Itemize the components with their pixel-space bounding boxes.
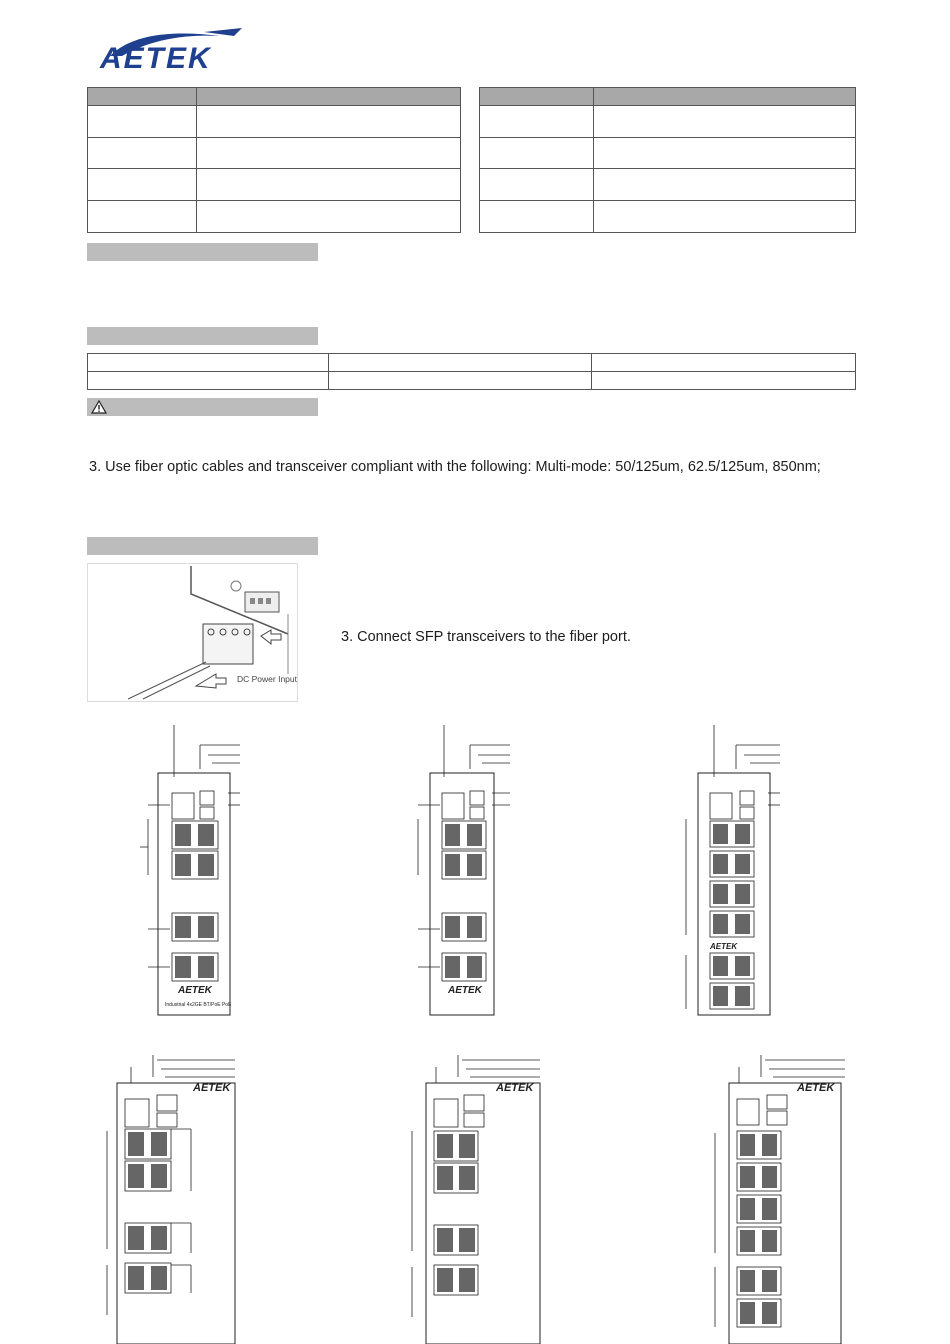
svg-text:AETEK: AETEK <box>710 942 738 951</box>
device-diagram-2 <box>400 725 530 1020</box>
device-diagram-5 <box>400 1055 550 1344</box>
dc-power-label: DC Power Input <box>237 674 297 684</box>
device-diagram-6 <box>705 1055 850 1344</box>
section-bar-3 <box>87 537 318 555</box>
dc-power-figure <box>87 563 298 702</box>
install-step: 3. Connect SFP transceivers to the fiber port. <box>341 629 631 645</box>
fiber-note: 3. Use fiber optic cables and transceiver compliant with the following: Multi-mode: 50/125um, 62.5/125um, 850nm; <box>89 459 821 475</box>
spec-table-left <box>87 87 461 233</box>
warning-icon <box>91 400 107 414</box>
svg-text:AETEK: AETEK <box>797 1082 835 1094</box>
device-diagram-1 <box>130 725 260 1020</box>
spec-table-wide <box>87 353 856 390</box>
device-diagram-4 <box>95 1055 245 1344</box>
section-bar-1 <box>87 243 318 261</box>
device-diagram-3 <box>670 725 800 1020</box>
svg-text:AETEK: AETEK <box>496 1082 534 1094</box>
svg-text:AETEK: AETEK <box>178 985 212 996</box>
svg-text:AETEK: AETEK <box>193 1082 231 1094</box>
section-bar-2 <box>87 327 318 345</box>
svg-text:AETEK: AETEK <box>100 42 212 72</box>
caution-bar <box>87 398 318 416</box>
aetek-logo <box>92 26 248 72</box>
svg-text:Industrial 4x2GE BT/PoE PoE: Industrial 4x2GE BT/PoE PoE <box>165 1002 232 1008</box>
spec-table-right <box>479 87 856 233</box>
svg-text:AETEK: AETEK <box>448 985 482 996</box>
